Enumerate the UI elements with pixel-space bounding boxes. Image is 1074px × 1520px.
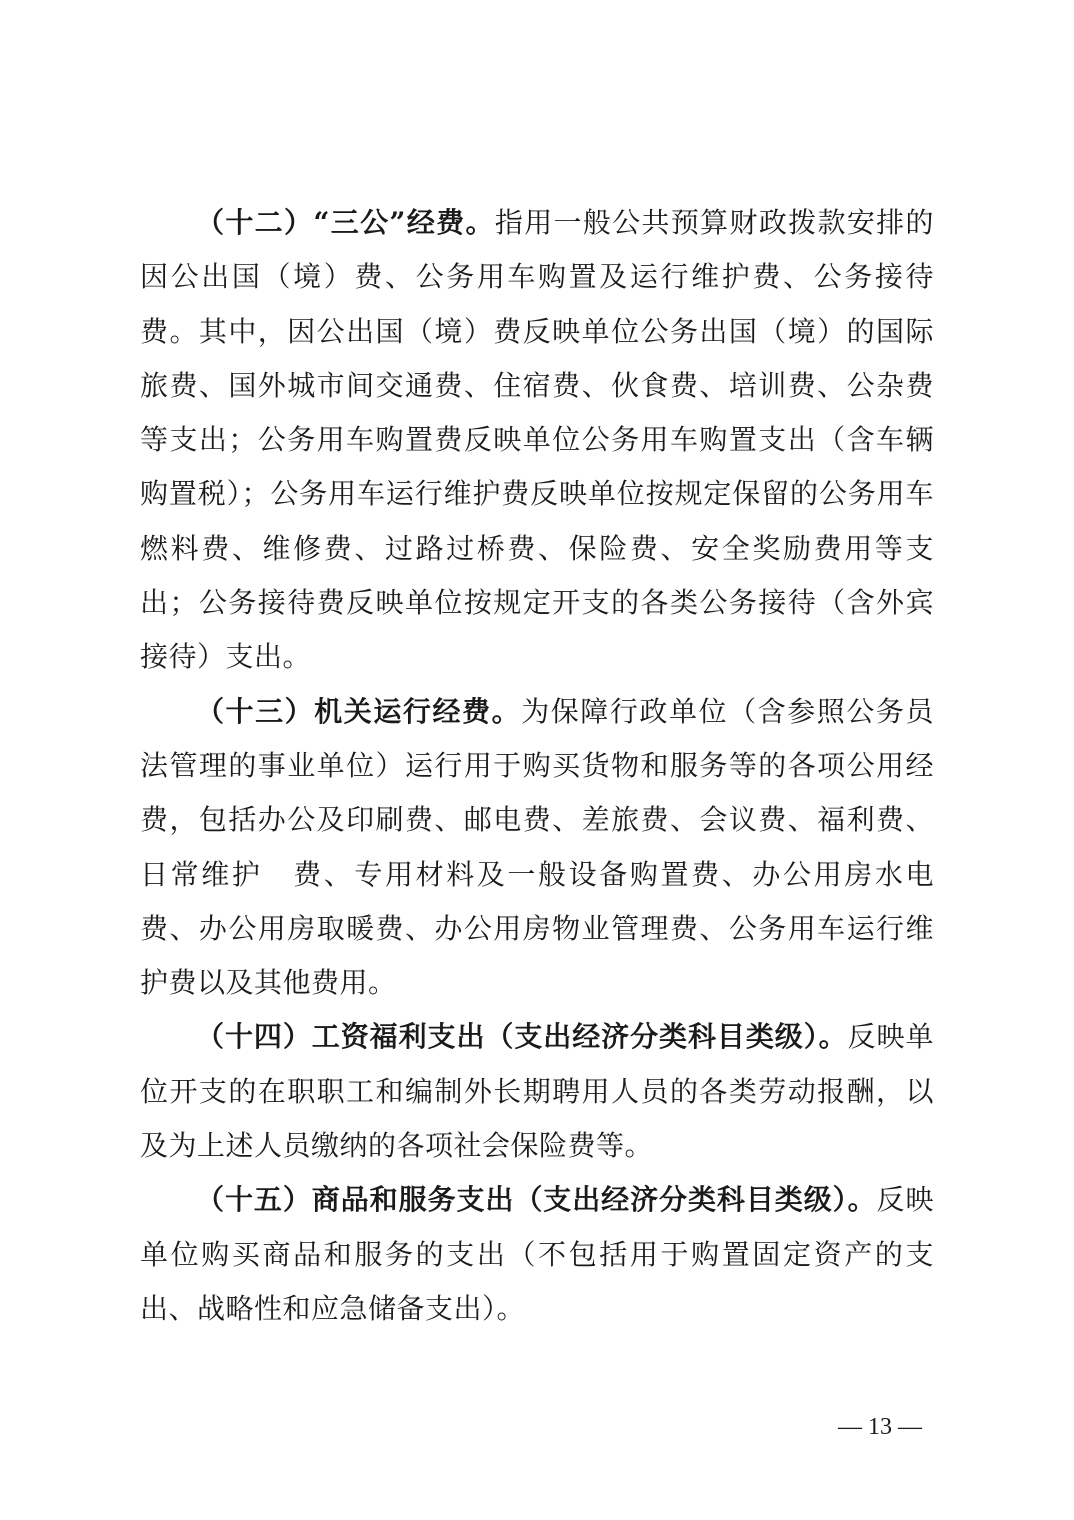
paragraph-text: 反映单位购买商品和服务的支出（不包括用于购置固定资产的支出、战略性和应急储备支出）。 (140, 1183, 934, 1325)
paragraph-text: 为保障行政单位（含参照公务员法管理的事业单位）运行用于购买货物和服务等的各项公用经费，包括办公及印刷费、邮电费、差旅费、会议费、福利费、日常维护 费、专用材料及一般设备购置费、办公用房水电费、办公用房取暖费、办公用房物业管理费、公务用车运行维护费以及其他费用。 (140, 694, 934, 1000)
paragraph-wage-welfare-expenditure (140, 1010, 934, 1173)
paragraph-heading: （十二）“三公”经费。 (196, 206, 495, 239)
paragraph-goods-services-expenditure (140, 1173, 934, 1336)
paragraph-heading: （十五）商品和服务支出（支出经济分类科目类级）。 (196, 1183, 877, 1217)
paragraph-heading: （十四）工资福利支出（支出经济分类科目类级）。 (196, 1020, 848, 1054)
paragraph-text: 指用一般公共预算财政拨款安排的因公出国（境）费、公务用车购置及运行维护费、公务接待费。其中，因公出国（境）费反映单位公务出国（境）的国际旅费、国外城市间交通费、住宿费、伙食费、培训费、公杂费等支出；公务用车购置费反映单位公务用车购置支出（含车辆购置税）；公务用车运行维护费反映单位按规定保留的公务用车燃料费、维修费、过路过桥费、保险费、安全奖励费用等支出；公务接待费反映单位按规定开支的各类公务接待（含外宾接待）支出。 (140, 206, 934, 674)
page-number: — 13 — (838, 1414, 922, 1440)
paragraph-heading: （十三）机关运行经费。 (196, 694, 522, 728)
paragraph-text: 反映单位开支的在职职工和编制外长期聘用人员的各类劳动报酬，以及为上述人员缴纳的各项社会保险费等。 (140, 1020, 934, 1163)
paragraph-agency-operating-expenses (140, 685, 934, 1011)
document-body (140, 196, 934, 1336)
paragraph-sangong-expenses (140, 196, 934, 685)
